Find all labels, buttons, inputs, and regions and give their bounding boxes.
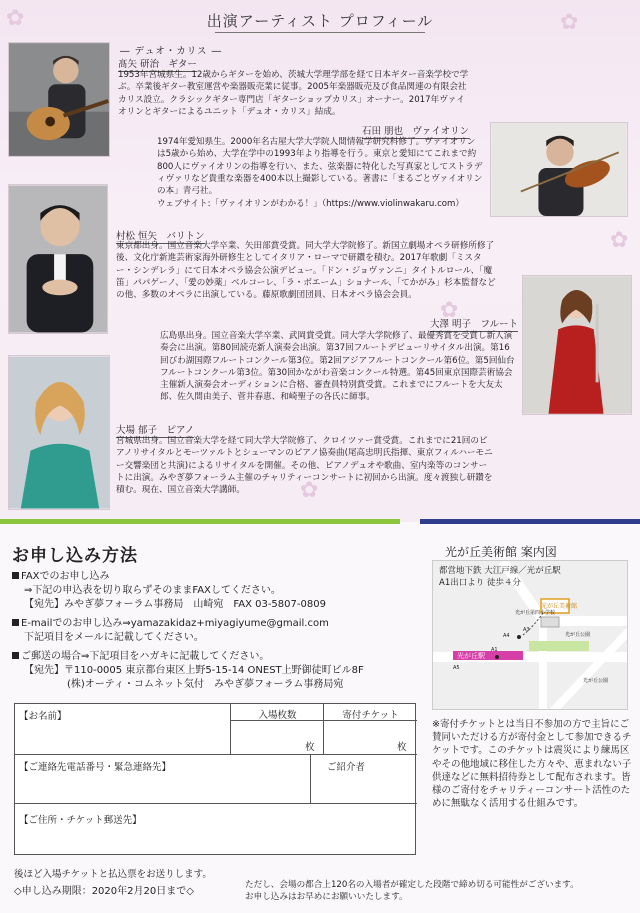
page-title: 出演アーティスト プロフィール	[206, 12, 434, 30]
petal-decoration: ✿	[610, 228, 629, 253]
apply-title: お申し込み方法	[12, 546, 138, 566]
mail-heading: ご郵送の場合⇒下記項目をハガキに記載してください。	[21, 651, 270, 662]
phone-label: 【ご連絡先電話番号・緊急連絡先】	[19, 762, 172, 773]
donation-unit: 枚	[397, 742, 407, 753]
map-station-line: 都営地下鉄 大江戸線／光が丘駅	[439, 566, 561, 576]
flutist-photo	[522, 275, 632, 415]
artist-name-text: 石田 朋也 ヴァイオリン	[362, 126, 470, 137]
fax-heading: FAXでのお申し込み	[21, 571, 110, 582]
referrer-label: ご紹介者	[327, 762, 366, 773]
artist-name-text: 村松 恒矢 バリトン	[116, 231, 205, 242]
fax-instruction: ⇒下記の申込表を切り取らずそのままFAXしてください。	[24, 585, 281, 596]
mail-address: 【宛先】〒110-0005 東京都台東区上野5-15-14 ONEST上野御徒町ビル8F	[24, 665, 364, 676]
map-label-station: 光が丘駅	[457, 652, 485, 660]
tickets-header: 入場枚数	[258, 710, 297, 721]
email-section	[12, 617, 329, 645]
petal-decoration: ✿	[300, 478, 319, 503]
divider-navy	[420, 519, 640, 524]
application-form	[14, 703, 416, 855]
mail-recipient: (株)オーティ・コムネット気付 みやぎ夢フォーラム事務局宛	[67, 679, 344, 690]
map-label-school: 光が丘第四小学校	[515, 610, 556, 616]
email-address[interactable]: E-mailでのお申し込み⇒yamazakidaz+miyagiyume@gmail.com	[21, 618, 329, 629]
capacity-caveat: ただし、会場の都合上120名の入場者が確定した段階で締め切る可能性がございます。	[245, 880, 579, 890]
deadline: ◇申し込み期限：2020年2月20日まで◇	[14, 886, 194, 897]
petal-decoration: ✿	[6, 6, 25, 31]
violinist-photo	[490, 122, 628, 217]
petal-decoration: ✿	[440, 298, 459, 323]
map-exit-line: A1出口より 徒歩４分	[439, 578, 521, 588]
artist-bio-flute: 広島県出身。国立音楽大学卒業、武岡賞受賞。同大学大学院修了、最優秀賞を受賞し新人演奏会に出演。第80回読売新人演奏会出演。第37回フルートデビューリサイタル出演。第16回びわ湖国際フルートコンクール第3位。第2回アジアフルートコンクール第6位。第5回仙台フルートコンクール第3位。第30回かながわ音楽コンクール特選。第45回東京国際芸術協会主催新人演奏会オーディションに合格、審査員特別賞受賞。これまでにフルートを大友太郎、佐久間由美子、菅井春恵、和崎聖子の各氏に師事。	[160, 331, 515, 403]
apply-early-note: お申し込みはお早めにお願いいたします。	[245, 892, 408, 902]
map-label-garden: 光が丘公園	[565, 632, 591, 638]
pianist-photo	[8, 355, 110, 510]
fax-address: 【宛先】みやぎ夢フォーラム事務局 山崎宛 FAX 03-5807-0809	[24, 599, 326, 610]
donation-header: 寄付チケット	[342, 710, 399, 721]
map-label-a1: A1	[491, 647, 498, 653]
divider-green	[0, 519, 400, 524]
map-label-museum: 光が丘美術館	[541, 603, 578, 610]
artist-bio-violin: 1974年愛知県生。2000年名古屋大学大学院人間情報学研究科修了。ヴァイオリンは5歳から始め、大学在学中の1993年より指導を行う。東京と愛知にてこれまで約800人にヴァイオリンの指導を行い、また、弦楽器に特化した写真家としてストラディヴァリなど貴重な楽器を400本以上撮影している。著書に「まるごとヴァイオリンの本」青弓社。	[157, 137, 483, 197]
title-underline	[215, 32, 425, 33]
map-label-a4: A4	[503, 633, 510, 639]
fax-section	[12, 570, 326, 612]
tickets-unit: 枚	[305, 742, 315, 753]
mail-section	[12, 650, 364, 692]
artist-name-text: 大場 郁子 ピアノ	[116, 425, 195, 436]
map-title: 光が丘美術館 案内図	[445, 545, 557, 559]
access-map	[432, 560, 628, 710]
donation-note: ※寄付チケットとは当日不参加の方で主旨にご賛同いただける方が寄付金として参加できるチケットです。このチケットは震災により練馬区やその他地域に移住した方々や、恵まれない子供達などに無料招待券として配布されます。皆様のご寄付をチャリティーコンサート活性のために無駄なく活用する仕組みです。	[432, 719, 632, 810]
artist-bio-baritone: 東京都出身。国立音楽大学卒業、矢田部賞受賞。同大学大学院修了。新国立劇場オペラ研修所修了後、文化庁新進芸術家海外研修生としてイタリア・ローマで研鑽を積む。2017年歌劇「ミスター・シンデレラ」にて日本オペラ協会公演デビュー。「ドン・ジョヴァンニ」タイトルロール、「魔笛」パパゲーノ、「愛の妙薬」ベルコーレ、「ラ・ボエーム」ショナール、「てかがみ」杉本監督などの他、多数のオペラに出演している。藤原歌劇団団員、日本オペラ協会会員。	[116, 241, 496, 301]
artist-name-text: 大澤 明子 フルート	[430, 319, 519, 330]
map-label-a3: A3	[523, 627, 530, 633]
artist-bio-piano: 宮城県出身。国立音楽大学を経て同大学大学院修了、クロイツァー賞受賞。これまでに21回のピアノリサイタルとモーツァルトとシューマンのピアノ協奏曲(尾高忠明氏指揮、東京フィルハーモニー交響楽団と共演)によるリサイタルを開催。その他、ピアノデュオや歌曲、室内楽等のコンサートに出演。みやぎ夢フォーラム主催のチャリティーコンサートに初回から出演。度々渡独し研鑽を積む。現在、国立音楽大学講師。	[116, 436, 493, 496]
baritone-photo	[8, 184, 108, 334]
artist-name-text: 髙矢 研治 ギター	[118, 59, 197, 70]
map-label-park: 光が丘公園	[583, 678, 609, 684]
duo-heading: ― デュオ・カリス ―	[120, 46, 223, 57]
address-label: 【ご住所・チケット郵送先】	[19, 815, 142, 826]
artist-bio-guitar: 1953年宮城県生。12歳からギターを始め、茨城大学理学部を経て日本ギター音楽学校で学ぶ。卒業後ギター教室運営や楽器販売業に従事。2005年楽器販売及び食品関連の有限会社カリス設立。クラシックギター専門店「ギターショップカリス」オーナー。2017年ヴァイオリンとギターによるユニット「デュオ・カリス」結成。	[118, 70, 469, 117]
square-bullet-icon	[12, 619, 19, 626]
square-bullet-icon	[12, 652, 19, 659]
artist-website: ウェブサイト:「ヴァイオリンがわかる！」（https://www.violinwakaru.com）	[157, 199, 465, 209]
petal-decoration: ✿	[560, 10, 579, 35]
footer-notice: 後ほど入場チケットと払込票をお送りします。	[14, 869, 212, 880]
square-bullet-icon	[12, 572, 19, 579]
email-instruction: 下記項目をメールに記載してください。	[24, 632, 204, 643]
map-label-a5: A5	[453, 665, 460, 671]
name-label: 【お名前】	[19, 711, 67, 722]
guitarist-photo	[8, 42, 110, 157]
